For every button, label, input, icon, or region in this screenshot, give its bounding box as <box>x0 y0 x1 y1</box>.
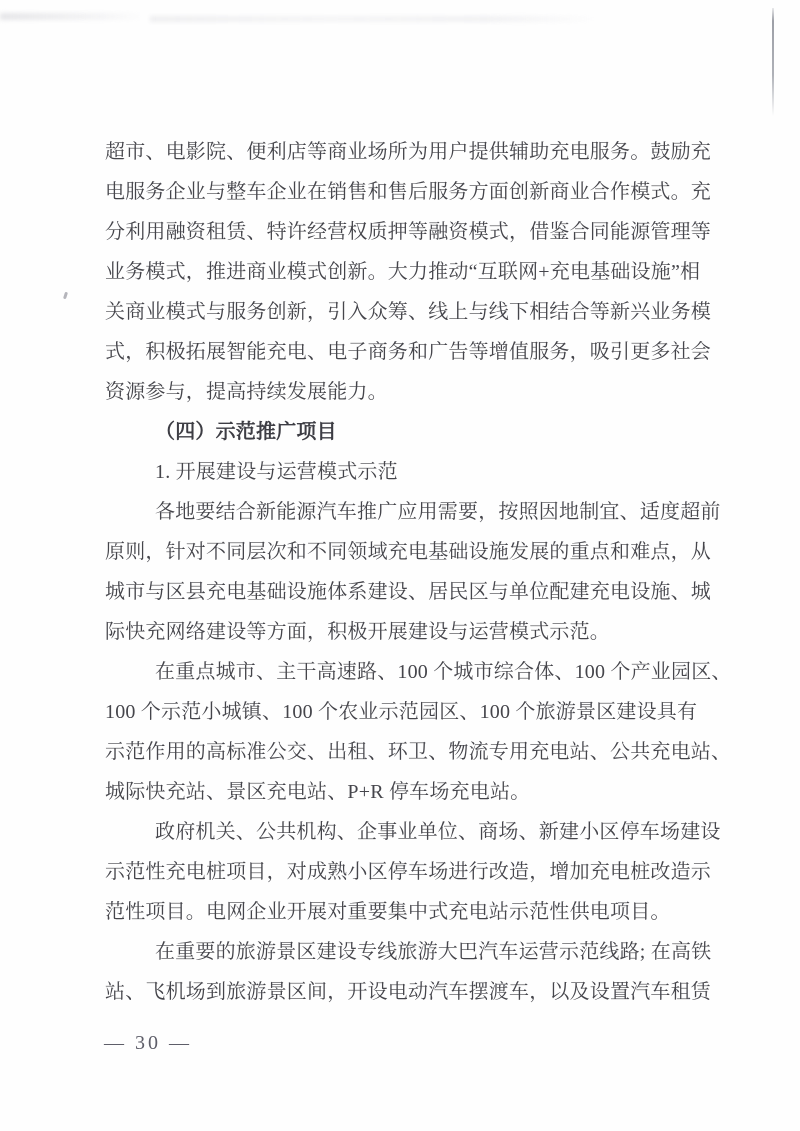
text-line: 范性项目。电网企业开展对重要集中式充电站示范性供电项目。 <box>105 901 671 923</box>
text-line: 超市、电影院、便利店等商业场所为用户提供辅助充电服务。鼓励充 <box>105 141 711 163</box>
text-line: 式，积极拓展智能充电、电子商务和广告等增值服务，吸引更多社会 <box>105 341 711 363</box>
document-body-text <box>105 132 732 1012</box>
text-line: 在重要的旅游景区建设专线旅游大巴汽车运营示范线路; 在高铁 <box>155 941 712 963</box>
text-line: 电服务企业与整车企业在销售和售后服务方面创新商业合作模式。充 <box>105 181 711 203</box>
text-line: 际快充网络建设等方面，积极开展建设与运营模式示范。 <box>105 621 610 643</box>
text-line: 站、飞机场到旅游景区间，开设电动汽车摆渡车，以及设置汽车租赁 <box>105 981 711 1003</box>
page-number: — 30 — <box>104 1032 192 1054</box>
vertical-scan-line-artifact <box>772 8 774 116</box>
text-line: 原则，针对不同层次和不同领域充电基础设施发展的重点和难点，从 <box>105 541 711 563</box>
text-line: 城市与区县充电基础设施体系建设、居民区与单位配建充电设施、城 <box>105 581 711 603</box>
subsection-heading-line: 1. 开展建设与运营模式示范 <box>155 461 398 483</box>
text-line: 城际快充站、景区充电站、P+R 停车场充电站。 <box>105 781 531 803</box>
text-line: 关商业模式与服务创新，引入众筹、线上与线下相结合等新兴业务模 <box>105 301 711 323</box>
text-line: 政府机关、公共机构、企事业单位、商场、新建小区停车场建设 <box>155 821 721 843</box>
text-line: 100 个示范小城镇、100 个农业示范园区、100 个旅游景区建设具有 <box>105 701 698 723</box>
text-line: 示范作用的高标准公交、出租、环卫、物流专用充电站、公共充电站、 <box>105 741 732 763</box>
section-heading-line: （四）示范推广项目 <box>155 421 337 443</box>
scan-smudge-artifact <box>150 16 600 22</box>
text-line: 各地要结合新能源汽车推广应用需要，按照因地制宜、适度超前 <box>155 501 721 523</box>
text-line: 分利用融资租赁、特许经营权质押等融资模式，借鉴合同能源管理等 <box>105 221 711 243</box>
ink-speck-artifact <box>63 292 68 300</box>
scan-smudge-artifact <box>0 13 145 20</box>
text-line: 业务模式，推进商业模式创新。大力推动“互联网+充电基础设施”相 <box>105 261 701 283</box>
text-line: 在重点城市、主干高速路、100 个城市综合体、100 个产业园区、 <box>155 661 732 683</box>
text-line: 示范性充电桩项目，对成熟小区停车场进行改造，增加充电桩改造示 <box>105 861 711 883</box>
text-line: 资源参与，提高持续发展能力。 <box>105 381 388 403</box>
